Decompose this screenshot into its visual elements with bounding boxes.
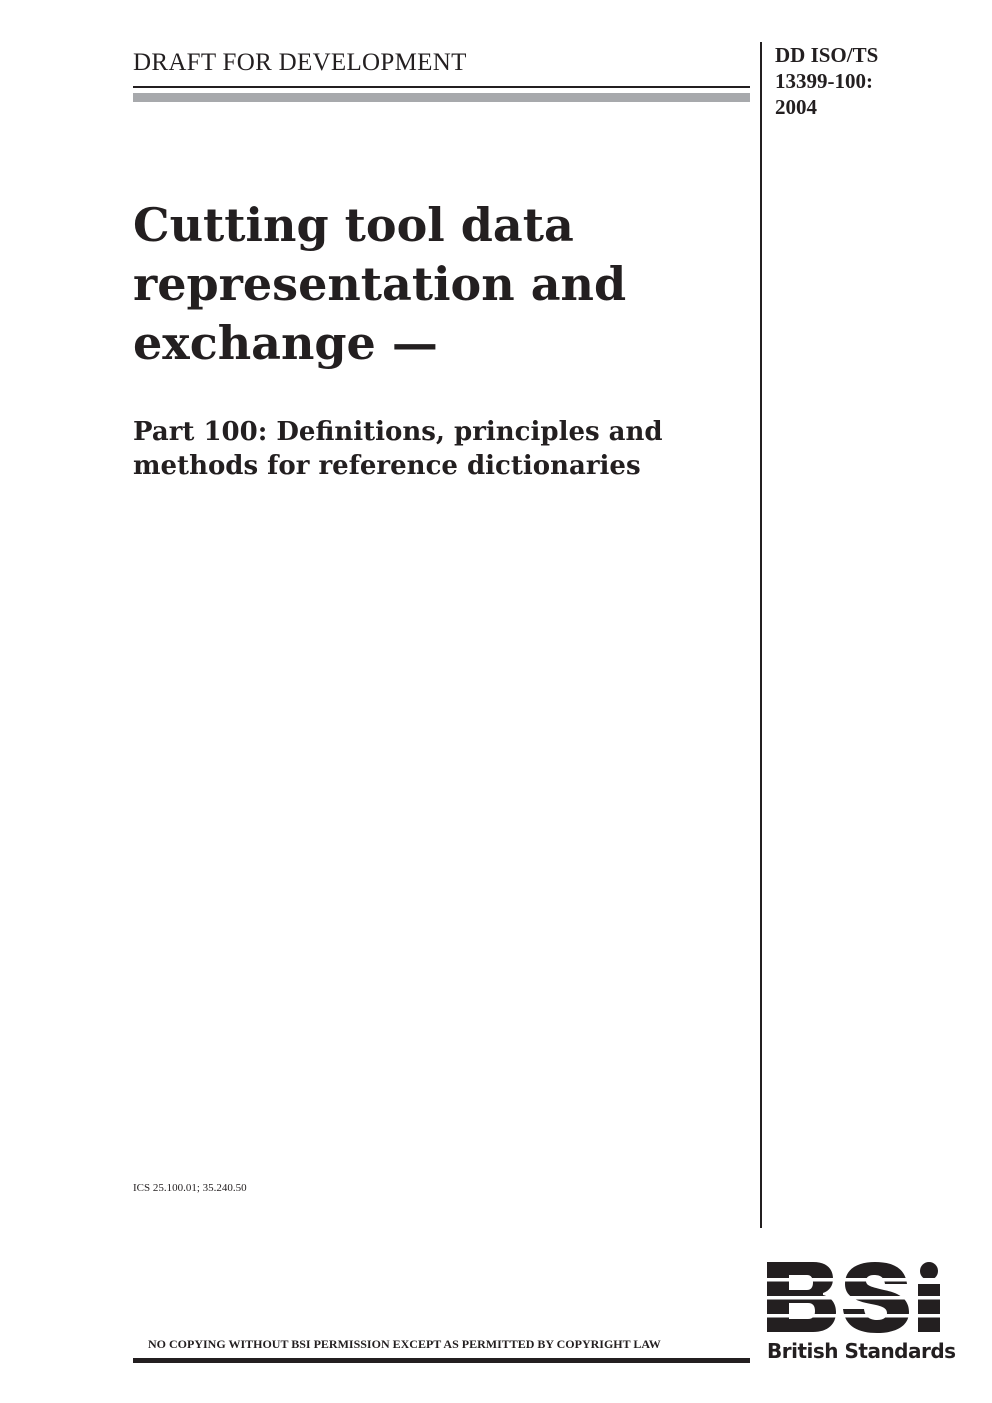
title-line-2: representation and bbox=[133, 257, 627, 311]
document-number-line-3: 2004 bbox=[775, 95, 817, 119]
bsi-logo bbox=[767, 1262, 945, 1338]
title-line-3: exchange — bbox=[133, 316, 438, 370]
header-thin-rule bbox=[133, 86, 750, 88]
page-title bbox=[133, 196, 626, 373]
document-number bbox=[775, 42, 878, 120]
header-label: DRAFT FOR DEVELOPMENT bbox=[133, 49, 467, 76]
subtitle-line-1: Part 100: Definitions, principles and bbox=[133, 417, 663, 447]
bottom-rule bbox=[133, 1358, 750, 1363]
page-subtitle bbox=[133, 415, 663, 483]
title-line-1: Cutting tool data bbox=[133, 198, 574, 252]
copyright-notice: NO COPYING WITHOUT BSI PERMISSION EXCEPT AS PERMITTED BY COPYRIGHT LAW bbox=[148, 1337, 661, 1351]
header-grey-rule bbox=[133, 93, 750, 102]
document-number-line-2: 13399-100: bbox=[775, 69, 873, 93]
bsi-logo-caption: British Standards bbox=[767, 1339, 956, 1363]
ics-code: ICS 25.100.01; 35.240.50 bbox=[133, 1182, 247, 1194]
subtitle-line-2: methods for reference dictionaries bbox=[133, 451, 641, 481]
document-number-line-1: DD ISO/TS bbox=[775, 43, 879, 67]
bsi-logo-mark bbox=[767, 1262, 945, 1338]
vertical-divider bbox=[760, 42, 762, 1228]
